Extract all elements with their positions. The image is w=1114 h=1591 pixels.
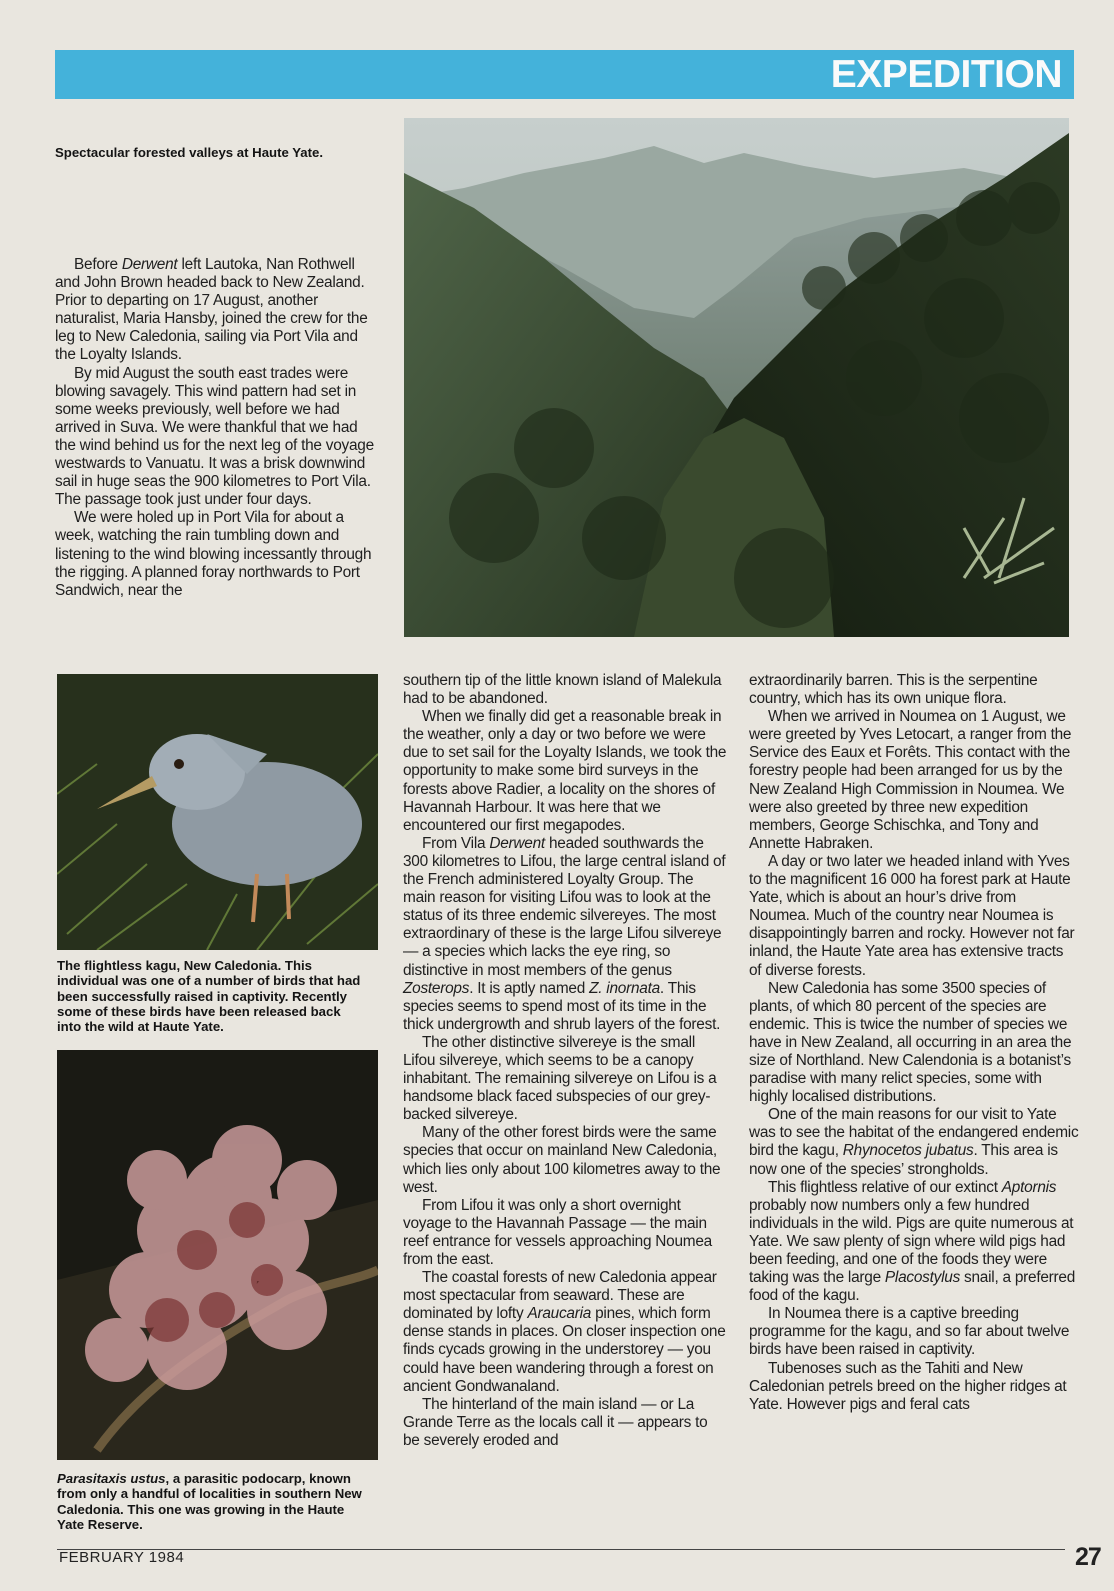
paragraph: extraordinarily barren. This is the serpentine country, which has its own unique flora. <box>749 672 1038 708</box>
paragraph: A day or two later we headed inland with Yves to the magnificent 16 000 ha forest park at Haute Yate, which is about an hour’s drive from Noumea. Much of the country near Noumea is disappointingly barren and rocky. However not far inland, the Haute Yate area has extensive tracts of diverse forests. <box>749 852 1075 979</box>
issue-date: FEBRUARY 1984 <box>59 1549 185 1566</box>
parasitaxis-illustration <box>57 1050 378 1460</box>
paragraph: The other distinctive silvereye is the small Lifou silvereye, which seems to be a canopy inhabitant. The remaining silvereye on Lifou is a handsome black faced subspecies of our grey-backed silvereye. <box>403 1033 717 1124</box>
parasitaxis-photo <box>57 1050 378 1460</box>
paragraph: From Vila Derwent headed southwards the 300 kilometres to Lifou, the large central island of the French administered Loyalty Group. The main reason for visiting Lifou was to look at the status of its three endemic silvereyes. The most extraordinary of these is the large Lifou silvereye — a species which lacks the eye ring, so distinctive in most members of the genus Zosterops. It is aptly named Z. inornata. This species seems to spend most of its time in the thick undergrowth and shrub layers of the forest. <box>403 834 726 1033</box>
paragraph: New Caledonia has some 3500 species of plants, of which 80 percent of the species are endemic. This is twice the number of species we have in New Zealand, all occurring in an area the size of Northland. New Calendonia is a botanist’s paradise with many relict species, some with highly localised distributions. <box>749 979 1072 1106</box>
article-column-1 <box>55 256 375 600</box>
paragraph: The coastal forests of new Caledonia appear most spectacular from seaward. These are dominated by lofty Araucaria pines, which form dense stands in places. On closer inspection one finds cycads growing in the understorey — you could have been wandering through a forest on ancient Gondwanaland. <box>403 1269 726 1395</box>
paragraph: This flightless relative of our extinct Aptornis probably now numbers only a few hundred individuals in the wild. Pigs are quite numerous at Yate. We saw plenty of sign where wild pigs had been feeding, and one of the foods they were taking was the large Placostylus snail, a preferred food of the kagu. <box>749 1178 1076 1305</box>
paragraph: Many of the other forest birds were the same species that occur on mainland New Caledonia, which lies only about 100 kilometres away to the west. <box>403 1124 721 1196</box>
valleys-illustration <box>404 118 1069 637</box>
section-banner <box>55 50 1074 99</box>
article-column-3 <box>749 672 1079 1414</box>
paragraph: southern tip of the little known island of Malekula had to be abandoned. <box>403 672 722 708</box>
kagu-photo <box>57 674 378 950</box>
kagu-illustration <box>57 674 378 950</box>
page-number: 27 <box>1075 1543 1101 1571</box>
paragraph: In Noumea there is a captive breeding programme for the kagu, and so far about twelve birds have been raised in captivity. <box>749 1305 1070 1359</box>
section-title: EXPEDITION <box>830 53 1062 96</box>
valleys-caption: Spectacular forested valleys at Haute Yate. <box>55 145 324 160</box>
forested-valleys-photo <box>404 118 1069 637</box>
article-column-2 <box>403 672 728 1450</box>
paragraph: When we arrived in Noumea on 1 August, we were greeted by Yves Letocart, a ranger from the Service des Eaux et Forêts. This contact with the forestry people had been arranged for us by the New Zealand High Commission in Noumea. We were also greeted by three new expedition members, George Schischka, and Tony and Annette Habraken. <box>749 708 1072 852</box>
paragraph: Before Derwent left Lautoka, Nan Rothwell and John Brown headed back to New Zealand. Prior to departing on 17 August, another naturalist, Maria Hansby, joined the crew for the leg to New Caledonia, sailing via Port Vila and the Loyalty Islands. <box>55 256 368 364</box>
paragraph: One of the main reasons for our visit to Yate was to see the habitat of the endangered endemic bird the kagu, Rhynocetos jubatus. This area is now one of the species’ strongholds. <box>749 1106 1079 1178</box>
footer-rule <box>57 1549 1065 1550</box>
parasitaxis-caption: Parasitaxis ustus, a parasitic podocarp, known from only a handful of localities in southern New Caledonia. This one was growing in the Haute Yate Reserve. <box>57 1471 362 1532</box>
paragraph: By mid August the south east trades were blowing savagely. This wind pattern had set in some weeks previously, well before we had arrived in Suva. We were thankful that we had the wind behind us for the next leg of the voyage westwards to Vanuatu. It was a brisk downwind sail in huge seas the 900 kilometres to Port Vila. The passage took just under four days. <box>55 364 374 509</box>
paragraph: The hinterland of the main island — or La Grande Terre as the locals call it — appears to be severely eroded and <box>403 1395 708 1449</box>
paragraph: When we finally did get a reasonable break in the weather, only a day or two before we were due to set sail for the Loyalty Islands, we took the opportunity to make some bird surveys in the forests above Radier, a locality on the shores of Havannah Harbour. It was here that we encountered our first megapodes. <box>403 708 727 834</box>
kagu-caption: The flightless kagu, New Caledonia. This individual was one of a number of birds that had been successfully raised in captivity. Recently some of these birds have been released back into the wild at Haute Yate. <box>57 958 361 1035</box>
paragraph: Tubenoses such as the Tahiti and New Caledonian petrels breed on the higher ridges at Yate. However pigs and feral cats <box>749 1359 1067 1413</box>
paragraph: From Lifou it was only a short overnight voyage to the Havannah Passage — the main reef entrance for vessels approaching Noumea from the east. <box>403 1196 712 1268</box>
paragraph: We were holed up in Port Vila for about a week, watching the rain tumbling down and listening to the wind blowing incessantly through the rigging. A planned foray northwards to Port Sandwich, near the <box>55 509 372 599</box>
